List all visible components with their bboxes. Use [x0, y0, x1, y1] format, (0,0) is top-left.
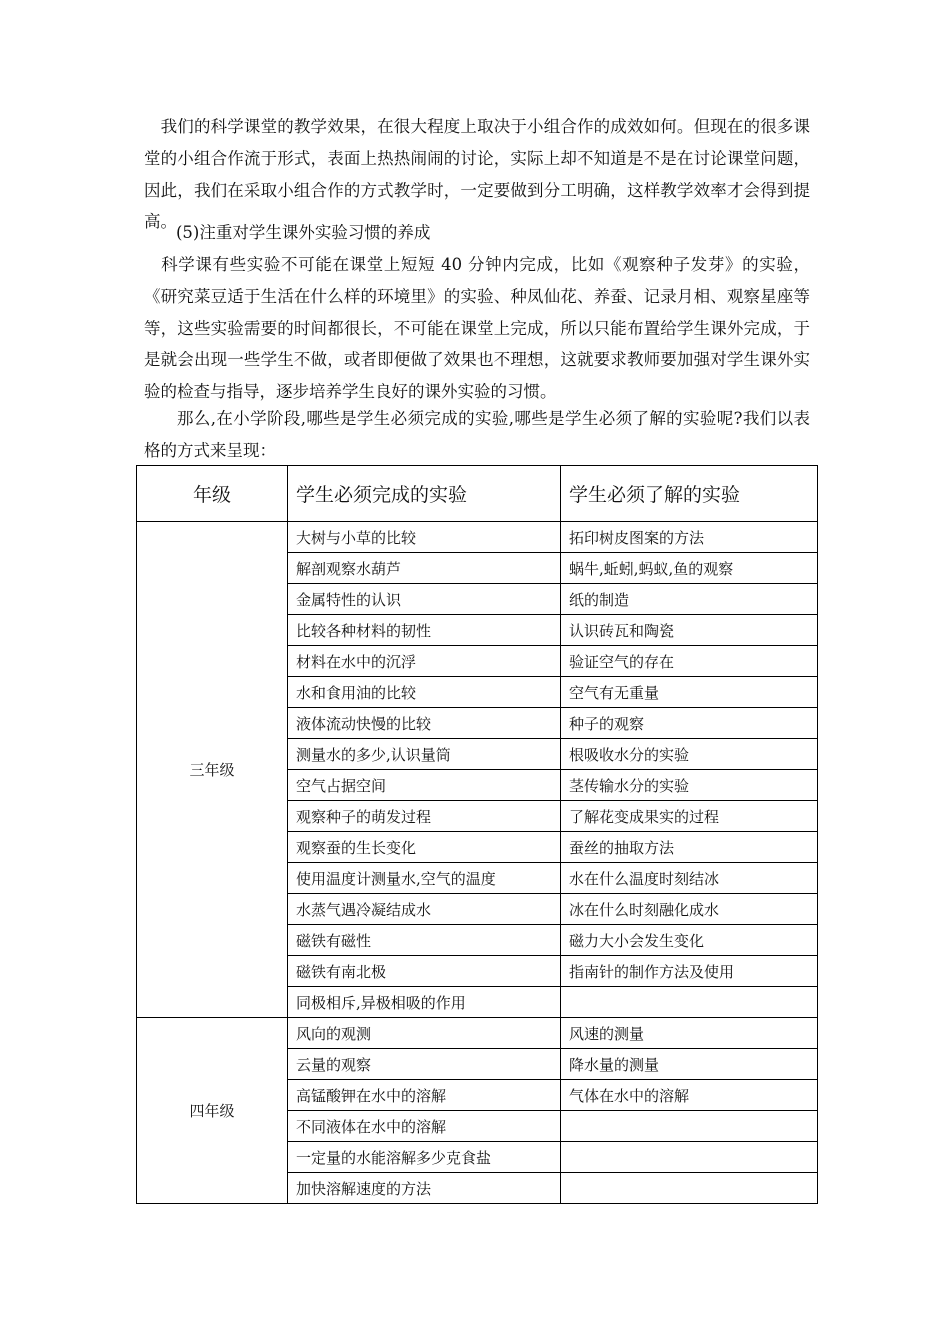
required-experiment-cell: 液体流动快慢的比较 [288, 708, 561, 739]
understand-experiment-cell: 验证空气的存在 [561, 646, 818, 677]
required-experiment-cell: 水和食用油的比较 [288, 677, 561, 708]
grade-cell: 四年级 [137, 1018, 288, 1204]
required-experiment-cell: 测量水的多少,认识量筒 [288, 739, 561, 770]
required-experiment-cell: 不同液体在水中的溶解 [288, 1111, 561, 1142]
understand-experiment-cell: 了解花变成果实的过程 [561, 801, 818, 832]
header-understand: 学生必须了解的实验 [561, 466, 818, 522]
understand-experiment-cell [561, 987, 818, 1018]
required-experiment-cell: 加快溶解速度的方法 [288, 1173, 561, 1204]
understand-experiment-cell: 种子的观察 [561, 708, 818, 739]
understand-experiment-cell: 拓印树皮图案的方法 [561, 522, 818, 553]
required-experiment-cell: 高锰酸钾在水中的溶解 [288, 1080, 561, 1111]
understand-experiment-cell: 茎传输水分的实验 [561, 770, 818, 801]
understand-experiment-cell: 蚕丝的抽取方法 [561, 832, 818, 863]
required-experiment-cell: 观察种子的萌发过程 [288, 801, 561, 832]
understand-experiment-cell: 根吸收水分的实验 [561, 739, 818, 770]
required-experiment-cell: 金属特性的认识 [288, 584, 561, 615]
required-experiment-cell: 大树与小草的比较 [288, 522, 561, 553]
section-heading-5: (5)注重对学生课外实验习惯的养成 [176, 223, 431, 242]
understand-experiment-cell [561, 1111, 818, 1142]
required-experiment-cell: 同极相斥,异极相吸的作用 [288, 987, 561, 1018]
header-required: 学生必须完成的实验 [288, 466, 561, 522]
understand-experiment-cell: 认识砖瓦和陶瓷 [561, 615, 818, 646]
understand-experiment-cell: 空气有无重量 [561, 677, 818, 708]
experiment-table [136, 465, 818, 1204]
required-experiment-cell: 比较各种材料的韧性 [288, 615, 561, 646]
understand-experiment-cell: 纸的制造 [561, 584, 818, 615]
paragraph-group-cooperation: 我们的科学课堂的教学效果，在很大程度上取决于小组合作的成效如何。但现在的很多课堂的小组合作流于形式，表面上热热闹闹的讨论，实际上却不知道是不是在讨论课堂问题，因此，我们在采取小组合作的方式教学时，一定要做到分工明确，这样教学效率才会得到提高。 [144, 117, 810, 232]
paragraph-table-intro: 那么,在小学阶段,哪些是学生必须完成的实验,哪些是学生必须了解的实验呢?我们以表格的方式来呈现： [144, 409, 810, 460]
required-experiment-cell: 磁铁有南北极 [288, 956, 561, 987]
understand-experiment-cell: 冰在什么时刻融化成水 [561, 894, 818, 925]
required-experiment-cell: 磁铁有磁性 [288, 925, 561, 956]
grade-cell: 三年级 [137, 522, 288, 1018]
understand-experiment-cell: 降水量的测量 [561, 1049, 818, 1080]
required-experiment-cell: 风向的观测 [288, 1018, 561, 1049]
table-row [137, 522, 818, 553]
required-experiment-cell: 使用温度计测量水,空气的温度 [288, 863, 561, 894]
table-row [137, 1018, 818, 1049]
understand-experiment-cell: 磁力大小会发生变化 [561, 925, 818, 956]
understand-experiment-cell: 指南针的制作方法及使用 [561, 956, 818, 987]
understand-experiment-cell: 水在什么温度时刻结冰 [561, 863, 818, 894]
understand-experiment-cell: 风速的测量 [561, 1018, 818, 1049]
header-grade: 年级 [137, 466, 288, 522]
required-experiment-cell: 水蒸气遇冷凝结成水 [288, 894, 561, 925]
understand-experiment-cell: 蜗牛,蚯蚓,蚂蚁,鱼的观察 [561, 553, 818, 584]
required-experiment-cell: 云量的观察 [288, 1049, 561, 1080]
required-experiment-cell: 解剖观察水葫芦 [288, 553, 561, 584]
required-experiment-cell: 材料在水中的沉浮 [288, 646, 561, 677]
paragraph-outdoor-experiments: 科学课有些实验不可能在课堂上短短 40 分钟内完成，比如《观察种子发芽》的实验，《研究菜豆适于生活在什么样的环境里》的实验、种凤仙花、养蚕、记录月相、观察星座等等，这些实验需要的时间都很长，不可能在课堂上完成，所以只能布置给学生课外完成，于是就会出现一些学生不做，或者即便做了效果也不理想，这就要求教师要加强对学生课外实验的检查与指导，逐步培养学生良好的课外实验的习惯。 [144, 255, 810, 402]
understand-experiment-cell [561, 1142, 818, 1173]
understand-experiment-cell: 气体在水中的溶解 [561, 1080, 818, 1111]
table-header-row [137, 466, 818, 522]
required-experiment-cell: 观察蚕的生长变化 [288, 832, 561, 863]
understand-experiment-cell [561, 1173, 818, 1204]
required-experiment-cell: 空气占据空间 [288, 770, 561, 801]
required-experiment-cell: 一定量的水能溶解多少克食盐 [288, 1142, 561, 1173]
